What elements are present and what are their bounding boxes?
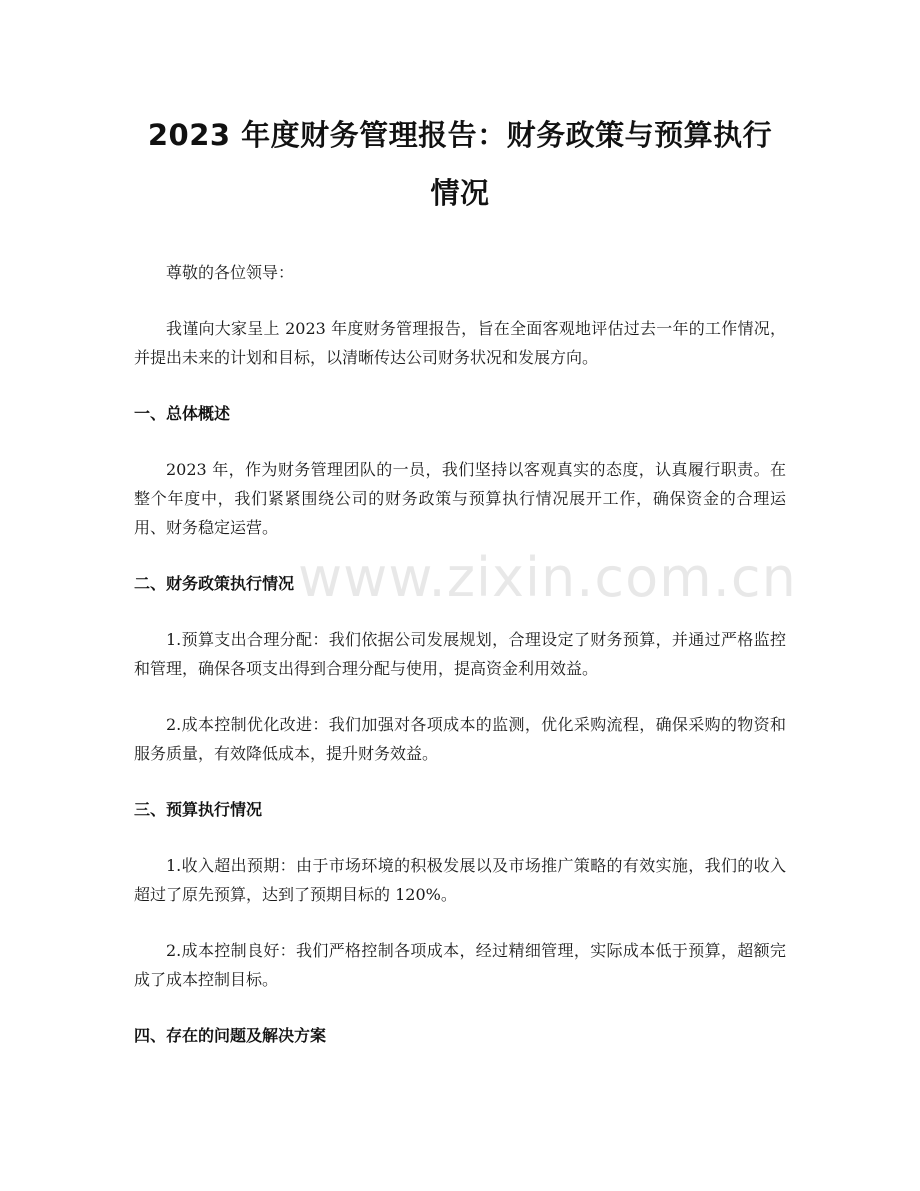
section-heading-budget: 三、预算执行情况 — [134, 800, 263, 819]
policy-paragraph-1: 1.预算支出合理分配：我们依据公司发展规划，合理设定了财务预算，并通过严格监控和管理，确保各项支出得到合理分配与使用，提高资金利用效益。 — [134, 630, 786, 678]
watermark: www.zixin.com.cn — [298, 546, 797, 609]
document-title: 2023 年度财务管理报告：财务政策与预算执行情况 — [147, 118, 773, 210]
section-heading-issues: 四、存在的问题及解决方案 — [134, 1026, 327, 1045]
section-heading-overview: 一、总体概述 — [134, 404, 231, 423]
intro-paragraph: 我谨向大家呈上 2023 年度财务管理报告，旨在全面客观地评估过去一年的工作情况，并提出未来的计划和目标，以清晰传达公司财务状况和发展方向。 — [134, 319, 786, 367]
policy-paragraph-2: 2.成本控制优化改进：我们加强对各项成本的监测，优化采购流程，确保采购的物资和服务质量，有效降低成本，提升财务效益。 — [134, 715, 786, 763]
budget-paragraph-1: 1.收入超出预期：由于市场环境的积极发展以及市场推广策略的有效实施，我们的收入超过了原先预算，达到了预期目标的 120%。 — [134, 856, 786, 904]
section-heading-policy: 二、财务政策执行情况 — [134, 574, 295, 593]
budget-paragraph-2: 2.成本控制良好：我们严格控制各项成本，经过精细管理，实际成本低于预算，超额完成了成本控制目标。 — [134, 941, 786, 989]
overview-paragraph: 2023 年，作为财务管理团队的一员，我们坚持以客观真实的态度，认真履行职责。在整个年度中，我们紧紧围绕公司的财务政策与预算执行情况展开工作，确保资金的合理运用、财务稳定运营。 — [134, 460, 786, 537]
greeting: 尊敬的各位领导： — [166, 263, 295, 282]
